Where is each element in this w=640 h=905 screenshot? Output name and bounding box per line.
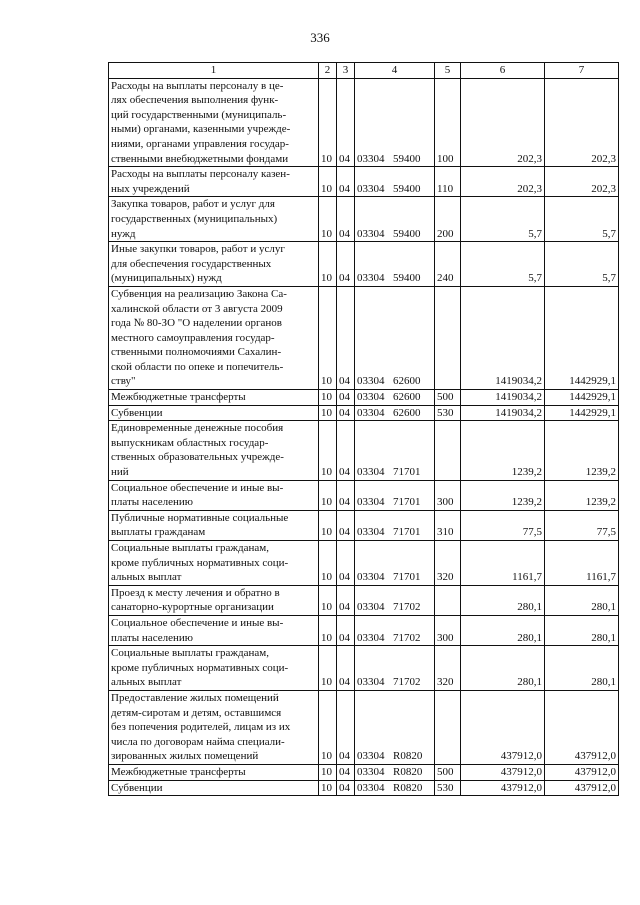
amount-year-1: 202,3 bbox=[461, 167, 545, 197]
subsection-code: 04 bbox=[337, 646, 355, 691]
target-article-direction: 59400 bbox=[393, 182, 421, 195]
subsection-code: 04 bbox=[337, 78, 355, 167]
section-code: 10 bbox=[319, 690, 337, 764]
subsection-code: 04 bbox=[337, 615, 355, 645]
target-article-program: 03304 bbox=[357, 526, 385, 539]
expense-type-code: 320 bbox=[435, 646, 461, 691]
subsection-code: 04 bbox=[337, 286, 355, 389]
target-article-code bbox=[355, 780, 435, 796]
expense-description: Социальное обеспечение и иные вы- платы населению bbox=[109, 615, 319, 645]
table-row bbox=[109, 480, 619, 510]
expense-type-code: 100 bbox=[435, 78, 461, 167]
target-article-program: 03304 bbox=[357, 152, 385, 165]
expense-description: Субвенции bbox=[109, 405, 319, 421]
expense-type-code bbox=[435, 585, 461, 615]
expense-type-code: 310 bbox=[435, 510, 461, 540]
subsection-code: 04 bbox=[337, 421, 355, 480]
subsection-code: 04 bbox=[337, 167, 355, 197]
expense-description: Единовременные денежные пособия выпускникам областных государ- ственных образовательных учрежде- ний bbox=[109, 421, 319, 480]
target-article-direction: 62600 bbox=[393, 391, 421, 404]
section-code: 10 bbox=[319, 780, 337, 796]
expense-type-code: 300 bbox=[435, 480, 461, 510]
expense-type-code: 530 bbox=[435, 780, 461, 796]
amount-year-1: 437912,0 bbox=[461, 690, 545, 764]
amount-year-1: 5,7 bbox=[461, 197, 545, 242]
section-code: 10 bbox=[319, 390, 337, 406]
expense-description: Проезд к месту лечения и обратно в санаторно-курортные организации bbox=[109, 585, 319, 615]
amount-year-2: 5,7 bbox=[545, 197, 619, 242]
target-article-direction: 71702 bbox=[393, 631, 421, 644]
target-article-direction: 71702 bbox=[393, 676, 421, 689]
table-row bbox=[109, 421, 619, 480]
amount-year-2: 1161,7 bbox=[545, 541, 619, 586]
section-code: 10 bbox=[319, 615, 337, 645]
section-code: 10 bbox=[319, 167, 337, 197]
target-article-code bbox=[355, 541, 435, 586]
target-article-direction: 59400 bbox=[393, 272, 421, 285]
target-article-program: 03304 bbox=[357, 272, 385, 285]
amount-year-2: 77,5 bbox=[545, 510, 619, 540]
expense-type-code: 110 bbox=[435, 167, 461, 197]
amount-year-2: 280,1 bbox=[545, 615, 619, 645]
target-article-program: 03304 bbox=[357, 601, 385, 614]
target-article-program: 03304 bbox=[357, 571, 385, 584]
target-article-program: 03304 bbox=[357, 391, 385, 404]
expense-description: Иные закупки товаров, работ и услуг для обеспечения государственных (муниципальных) нужд bbox=[109, 242, 319, 287]
table-row bbox=[109, 615, 619, 645]
amount-year-1: 437912,0 bbox=[461, 780, 545, 796]
amount-year-2: 1442929,1 bbox=[545, 286, 619, 389]
amount-year-2: 1442929,1 bbox=[545, 390, 619, 406]
target-article-code bbox=[355, 421, 435, 480]
target-article-direction: 62600 bbox=[393, 406, 421, 419]
section-code: 10 bbox=[319, 585, 337, 615]
amount-year-1: 280,1 bbox=[461, 646, 545, 691]
section-code: 10 bbox=[319, 646, 337, 691]
expense-description: Субвенции bbox=[109, 780, 319, 796]
subsection-code: 04 bbox=[337, 585, 355, 615]
target-article-code bbox=[355, 286, 435, 389]
expense-description: Социальные выплаты гражданам, кроме публичных нормативных соци- альных выплат bbox=[109, 646, 319, 691]
target-article-code bbox=[355, 242, 435, 287]
target-article-code bbox=[355, 405, 435, 421]
subsection-code: 04 bbox=[337, 510, 355, 540]
amount-year-2: 5,7 bbox=[545, 242, 619, 287]
expense-description: Расходы на выплаты персоналу в це- лях обеспечения выполнения функ- ций государственными (муниципаль- ными) органами, казенными учрежде- ниями, органами управления государ- ственными внебюджетными фондами bbox=[109, 78, 319, 167]
expense-description: Социальные выплаты гражданам, кроме публичных нормативных соци- альных выплат bbox=[109, 541, 319, 586]
section-code: 10 bbox=[319, 242, 337, 287]
expense-type-code: 200 bbox=[435, 197, 461, 242]
table-row bbox=[109, 286, 619, 389]
target-article-code bbox=[355, 480, 435, 510]
target-article-code bbox=[355, 197, 435, 242]
amount-year-1: 1419034,2 bbox=[461, 390, 545, 406]
section-code: 10 bbox=[319, 405, 337, 421]
expense-type-code: 240 bbox=[435, 242, 461, 287]
target-article-direction: 62600 bbox=[393, 375, 421, 388]
expense-type-code: 500 bbox=[435, 764, 461, 780]
table-row bbox=[109, 764, 619, 780]
expense-type-code: 500 bbox=[435, 390, 461, 406]
table-row bbox=[109, 405, 619, 421]
amount-year-1: 1419034,2 bbox=[461, 405, 545, 421]
table-body bbox=[109, 78, 619, 796]
target-article-program: 03304 bbox=[357, 676, 385, 689]
subsection-code: 04 bbox=[337, 690, 355, 764]
header-cell-1: 1 bbox=[109, 63, 319, 79]
table-row bbox=[109, 197, 619, 242]
expense-description: Расходы на выплаты персоналу казен- ных учреждений bbox=[109, 167, 319, 197]
target-article-program: 03304 bbox=[357, 765, 385, 778]
table-row bbox=[109, 390, 619, 406]
target-article-direction: 71701 bbox=[393, 571, 421, 584]
expense-description: Межбюджетные трансферты bbox=[109, 390, 319, 406]
header-cell-6: 6 bbox=[461, 63, 545, 79]
expense-type-code: 320 bbox=[435, 541, 461, 586]
expense-type-code bbox=[435, 690, 461, 764]
amount-year-2: 437912,0 bbox=[545, 764, 619, 780]
amount-year-1: 1419034,2 bbox=[461, 286, 545, 389]
target-article-program: 03304 bbox=[357, 375, 385, 388]
target-article-direction: 71701 bbox=[393, 466, 421, 479]
header-cell-2: 2 bbox=[319, 63, 337, 79]
expense-description: Публичные нормативные социальные выплаты гражданам bbox=[109, 510, 319, 540]
target-article-code bbox=[355, 615, 435, 645]
target-article-code bbox=[355, 390, 435, 406]
section-code: 10 bbox=[319, 78, 337, 167]
target-article-code bbox=[355, 764, 435, 780]
amount-year-1: 1239,2 bbox=[461, 421, 545, 480]
section-code: 10 bbox=[319, 286, 337, 389]
target-article-code bbox=[355, 585, 435, 615]
target-article-program: 03304 bbox=[357, 406, 385, 419]
amount-year-2: 1239,2 bbox=[545, 421, 619, 480]
target-article-direction: R0820 bbox=[393, 750, 423, 763]
amount-year-1: 437912,0 bbox=[461, 764, 545, 780]
header-cell-7: 7 bbox=[545, 63, 619, 79]
section-code: 10 bbox=[319, 480, 337, 510]
target-article-program: 03304 bbox=[357, 182, 385, 195]
target-article-program: 03304 bbox=[357, 227, 385, 240]
subsection-code: 04 bbox=[337, 197, 355, 242]
budget-table bbox=[108, 62, 619, 796]
table-row bbox=[109, 510, 619, 540]
header-cell-4: 4 bbox=[355, 63, 435, 79]
amount-year-1: 77,5 bbox=[461, 510, 545, 540]
table-row bbox=[109, 646, 619, 691]
amount-year-1: 1239,2 bbox=[461, 480, 545, 510]
target-article-program: 03304 bbox=[357, 750, 385, 763]
expense-description: Межбюджетные трансферты bbox=[109, 764, 319, 780]
amount-year-1: 280,1 bbox=[461, 585, 545, 615]
expense-description: Субвенция на реализацию Закона Са- халинской области от 3 августа 2009 года № 80-ЗО "О наделении органов местного самоуправления государ- ственными полномочиями Сахалин- ской области по опеке и попечитель- ству" bbox=[109, 286, 319, 389]
target-article-program: 03304 bbox=[357, 496, 385, 509]
target-article-code bbox=[355, 646, 435, 691]
table-row bbox=[109, 780, 619, 796]
subsection-code: 04 bbox=[337, 480, 355, 510]
target-article-direction: 71701 bbox=[393, 526, 421, 539]
amount-year-2: 202,3 bbox=[545, 78, 619, 167]
section-code: 10 bbox=[319, 510, 337, 540]
expense-type-code bbox=[435, 286, 461, 389]
amount-year-2: 437912,0 bbox=[545, 780, 619, 796]
section-code: 10 bbox=[319, 197, 337, 242]
target-article-direction: R0820 bbox=[393, 781, 423, 794]
table-row bbox=[109, 242, 619, 287]
section-code: 10 bbox=[319, 764, 337, 780]
table-row bbox=[109, 585, 619, 615]
amount-year-1: 280,1 bbox=[461, 615, 545, 645]
amount-year-1: 5,7 bbox=[461, 242, 545, 287]
subsection-code: 04 bbox=[337, 242, 355, 287]
target-article-direction: 59400 bbox=[393, 152, 421, 165]
subsection-code: 04 bbox=[337, 541, 355, 586]
target-article-code bbox=[355, 167, 435, 197]
target-article-program: 03304 bbox=[357, 466, 385, 479]
amount-year-2: 280,1 bbox=[545, 585, 619, 615]
expense-description: Закупка товаров, работ и услуг для государственных (муниципальных) нужд bbox=[109, 197, 319, 242]
section-code: 10 bbox=[319, 541, 337, 586]
expense-type-code bbox=[435, 421, 461, 480]
subsection-code: 04 bbox=[337, 780, 355, 796]
expense-type-code: 300 bbox=[435, 615, 461, 645]
target-article-direction: 71701 bbox=[393, 496, 421, 509]
target-article-direction: 71702 bbox=[393, 601, 421, 614]
amount-year-2: 280,1 bbox=[545, 646, 619, 691]
subsection-code: 04 bbox=[337, 764, 355, 780]
amount-year-2: 1239,2 bbox=[545, 480, 619, 510]
target-article-program: 03304 bbox=[357, 631, 385, 644]
subsection-code: 04 bbox=[337, 405, 355, 421]
expense-type-code: 530 bbox=[435, 405, 461, 421]
target-article-direction: R0820 bbox=[393, 765, 423, 778]
expense-description: Социальное обеспечение и иные вы- платы населению bbox=[109, 480, 319, 510]
section-code: 10 bbox=[319, 421, 337, 480]
amount-year-2: 1442929,1 bbox=[545, 405, 619, 421]
amount-year-2: 437912,0 bbox=[545, 690, 619, 764]
target-article-code bbox=[355, 690, 435, 764]
header-row bbox=[109, 63, 619, 79]
subsection-code: 04 bbox=[337, 390, 355, 406]
target-article-code bbox=[355, 510, 435, 540]
table-row bbox=[109, 690, 619, 764]
amount-year-1: 1161,7 bbox=[461, 541, 545, 586]
target-article-direction: 59400 bbox=[393, 227, 421, 240]
table-row bbox=[109, 78, 619, 167]
header-cell-3: 3 bbox=[337, 63, 355, 79]
expense-description: Предоставление жилых помещений детям-сиротам и детям, оставшимся без попечения родителей, лицам из их числа по договорам найма специали- зированных жилых помещений bbox=[109, 690, 319, 764]
target-article-code bbox=[355, 78, 435, 167]
amount-year-1: 202,3 bbox=[461, 78, 545, 167]
amount-year-2: 202,3 bbox=[545, 167, 619, 197]
header-cell-5: 5 bbox=[435, 63, 461, 79]
table-row bbox=[109, 541, 619, 586]
table-row bbox=[109, 167, 619, 197]
page-number: 336 bbox=[310, 30, 330, 45]
target-article-program: 03304 bbox=[357, 781, 385, 794]
